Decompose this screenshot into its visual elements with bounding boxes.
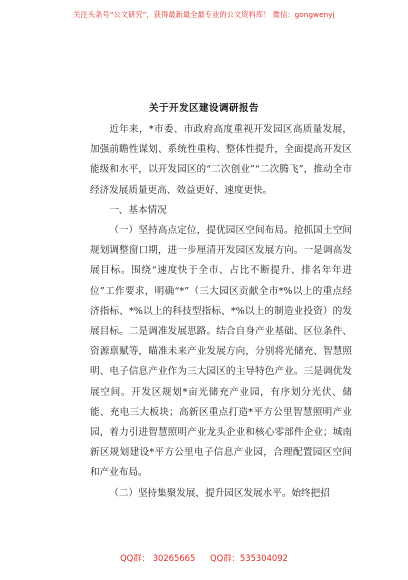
document-title: 关于开发区建设调研报告	[148, 103, 259, 114]
document-body	[90, 120, 352, 504]
footer-qq-groups	[0, 552, 408, 564]
qq-group-2: QQ群：535304092	[210, 553, 288, 563]
top-banner: 关注头条号“公文研究”，获得最新最全最专业的公文资料库！ 微信：gongwenyj	[73, 10, 335, 19]
qq-group-1: QQ群： 30265665	[120, 553, 196, 563]
paragraph-section-1: （一）坚持高点定位，提优园区空间布局。抢抓国土空间规划调整窗口期，进一步厘清开发园区发展方向。一是调高发展目标。围绕“速度快于全市、占比不断提升、排名年年进位”工作要求，明确“*”（三大园区贡献全市*%以上的重点经济指标、*%以上的科技型指标、*%以上的制造业投资）的发展目标。二是调准发展思路。结合自身产业基础、区位条件、资源禀赋等，瞄准未来产业发展方向，分别将光储充、智慧照明、电子信息产业作为三大园区的主导特色产业。三是调优发展空间。开发区规划*亩光储充产业园，有序划分光伏、储能、充电三大板块；高新区重点打造*平方公里智慧照明产业园，着力引进智慧照明产业龙头企业和核心零部件企业；城南新区规划建设*平方公里电子信息产业园，合理配置园区空间和产业布局。	[90, 225, 352, 479]
section-heading: 一、基本情况	[109, 204, 167, 216]
paragraph-intro: 近年来，*市委、市政府高度重视开发园区高质量发展，加强前瞻性谋划、系统性重构、整体性提升，全面提高开发区能级和水平，以开发园区的“二次创业”“二次腾飞”，推动全市经济发展质量更高、效益更好、速度更快。	[90, 124, 352, 196]
paragraph-section-2: （二）坚持集聚发展，提升园区发展水平。始终把招	[109, 487, 330, 499]
